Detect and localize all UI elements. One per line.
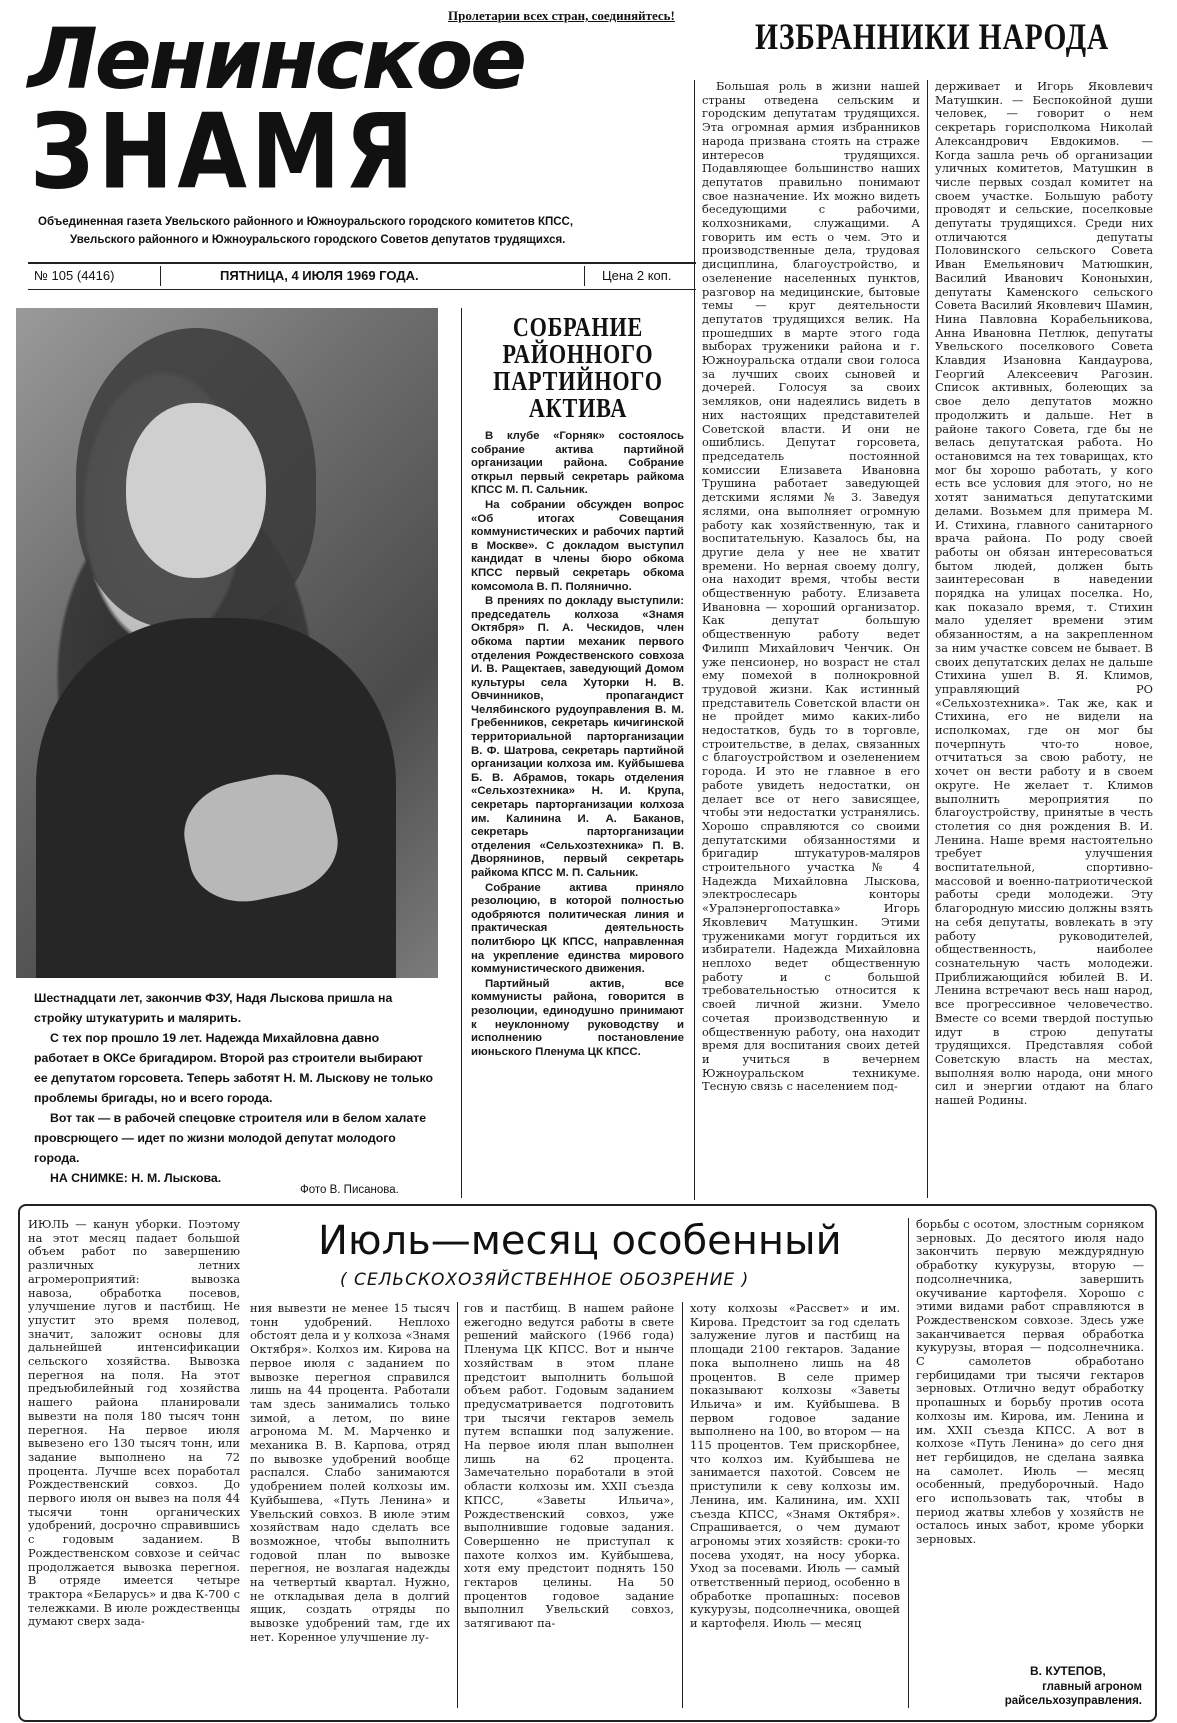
caption-p3: Вот так — в рабочей спецовке строителя или в белом халате провсрющего — идет по жизни молодой депутат молодого города. [34, 1111, 427, 1165]
masthead-rule-bottom [28, 289, 696, 290]
aktiv-headline: СОБРАНИЕ РАЙОННОГО ПАРТИЙНОГО АКТИВА [493, 312, 663, 423]
july-rule-1 [457, 1302, 458, 1708]
photo-face [126, 403, 266, 578]
issue-number: № 105 (4416) [34, 268, 115, 283]
aktiv-p5: Партийный актив, все коммунисты района, говорится в резолюции, единодушно принимают к неуклонному руководству и исполнению постановление июньского Пленума ЦК КПСС. [471, 977, 684, 1058]
photo-credit: Фото В. Писанова. [300, 1184, 399, 1196]
aktiv-p1: В клубе «Горняк» состоялось собрание актива партийной организации района. Собрание открыл первый секретарь райкома КПСС М. П. Сальник. [471, 430, 684, 497]
caption-p4: НА СНИМКЕ: Н. М. Лыскова. [50, 1171, 222, 1185]
july-col2: ния вывезти не менее 15 тысяч тонн удобрений. Неплохо обстоят дела и у колхоза «Знамя Октября». Колхоз им. Кирова на первое июля с заданием по вывозке перегноя справился лишь на 44 процента. Работали там здесь занимались только зимой, а летом, по вине агронома М. М. Марченко и механика В. В. Карпова, отряд по вывозке удобрений вообще распался. Слабо занимаются удобрением полей колхозы им. Куйбышева, «Путь Ленина» и Увельский совхоз. В июле этим хозяйствам надо сделать все возможное, чтобы выполнить годовой план по вывозке перегноя, не возлагая надежды на четвертый квартал. Нужно, не откладывая дела в долгий ящик, создать отряды по вывозке удобрений там, где их нет. Коренное улучшение лу- [250, 1302, 450, 1644]
caption-p2: С тех пор прошло 19 лет. Надежда Михайловна давно работает в ОКСе бригадиром. Второй раз строители выбирают ее депутатом горсовета. Теперь заботят Н. М. Лыскову не только проблемы бригады, но и всего города. [34, 1031, 433, 1105]
column-rule-aktiv-right [694, 80, 695, 1200]
publisher-line2: Увельского районного и Южноуральского городского Советов депутатов трудящихся. [70, 234, 566, 246]
izbranniki-headline: ИЗБРАННИКИ НАРОДА [755, 17, 1110, 58]
issue-divider-1 [160, 266, 161, 286]
column-rule-aktiv-left [461, 308, 462, 1198]
column-rule-izbranniki [927, 80, 928, 1198]
masthead-rule-top [28, 262, 696, 264]
july-col5: борьбы с осотом, злостным сорняком зерновых. До десятого июля надо закончить первую междурядную обработку кукурузы, вторую — подсолнечника, завершить окучивание картофеля. Хорошо с этими видами работ справляются в Рождественском совхозе. Здесь уже заканчивается первая обработка кукурузы, вторая — подсолнечника. С самолетов обработано гербицидами три тысячи гектаров зерновых. Отлично ведут обработку пропашных и борьбу против осота колхозы им. Кирова, им. Ленина и им. XXII съезда КПСС. А вот в колхозе «Путь Ленина» до сего дня нет гербицидов, не сделана заявка на самолет. Июль — месяц особенный, предуборочный. Надо его использовать так, чтобы в период жатвы хлебов у хозяйств не осталось иных забот, кроме уборки зерновых. [916, 1218, 1144, 1547]
portrait-photo [16, 308, 438, 978]
photo-caption [34, 988, 434, 1188]
issue-divider-2 [584, 266, 585, 286]
izbranniki-col2: держивает и Игорь Яковлевич Матушкин. — Беспокойной души человек, — говорит о нем секретарь горисполкома Николай Александрович Евдокимов. — Когда зашла речь об организации уличных комитетов, Матушкин в числе первых создал комитет на своем участке. Большую работу проводят и сельские, поселковые депутаты трудящихся. Среди них отличаются депутаты Половинского сельского Совета Иван Емельянович Матюшкин, Василий Иванович Кононыхин, депутаты Каменского сельского Совета Василий Яковлевич Шамин, Нина Павловна Корабельникова, Анна Ивановна Петлюк, депутаты Увельского поселкового Совета Клавдия Изановна Кандаурова, Георгий Алексеевич Рагозин. Список активных, болеющих за свое дело депутатов можно продолжить и дальше. Нет в районе такого Совета, где бы не велась депутатская работа. Но остановимся на тех товарищах, кто мог бы хорошо работать, у кого есть все условия для этого, но не хотят заниматься депутатскими делами. Возьмем для примера М. И. Стихина, главного санитарного врача района. По роду своей работы он обязан интересоваться бытом людей, должен быть заинтересован в наведении порядка на улицах поселка. Но, как показало время, т. Стихин мало уделяет времени этим обязанностям, а на закрепленном за ним участке совсем не бывает. В своих депутатских делах не дальше Стихина ушел В. Я. Климов, управляющий РО «Сельхозтехника». Так же, как и Стихина, его не видели на исполкомах, где он мог бы почерпнуть что-то новое, отчитаться за свою работу, не хочет он вести работу и в своем округе. Не желает т. Климов выполнить мероприятия по благоустройству, принятые в честь столетия со дня рождения В. И. Ленина. Наше время настоятельно требует улучшения воспитательной, спортивно-массовой и военно-патриотической работы среди молодежи. Эту благородную миссию должны взять на себя депутаты, вовлекать в эту работу руководителей, общественность, наиболее сознательную часть молодежи. Приближающийся юбилей В. И. Ленина встречают весь наш народ, все прогрессивное человечество. Вместе со всеми твердой поступью идут в строю депутаты трудящихся. Представляя собой Советскую власть на местах, выполняя волю народа, они много сил и энергии отдают на благо нашей Родины. [935, 80, 1153, 1108]
izbranniki-col1: Большая роль в жизни нашей страны отведена сельским и городским депутатам трудящихся. Эта огромная армия избранников народа призвана стоять на страже интересов трудящихся. Подавляющее большинство наших депутатов правильно понимают свое назначение. Их можно видеть беседующими с рабочими, колхозниками, служащими. А говорить им есть о чем. Это и производственные дела, трудовая дисциплина, благоустройство, и озеленение населенных пунктов, разговор на медицинские, бытовые темы — круг деятельности депутатов трудящихся велик. На прошедших в марте этого года выборах труженики района и г. Южноуральска отдали свои голоса за лучших своих сыновей и дочерей. Голосуя за своих земляков, они надеялись видеть в них настоящих представителей Советской власти. И они не ошиблись. Депутат горсовета, председатель постоянной комиссии Елизавета Ивановна Трушина работает заведующей детскими яслями № 3. Заведуя яслями, она выполняет огромную работу как хозяйственную, так и воспитательную. Казалось бы, на другие дела у нее не хватит времени. Но верная своему долгу, она находит время, чтобы вести общественную работу. Елизавета Ивановна — хороший организатор. Как депутат большую общественную работу ведет Филипп Михайлович Ченчик. Он уже пенсионер, но возраст не стал ему помехой в полнокровной трудовой жизни. Как истинный представитель Советской власти он не пройдет мимо каких-либо недостатков, будь то в торговле, строительстве, в делах, связанных с благоустройством и озеленением города. И это не главное в его работе увидеть недостатки, он делает все от него зависящее, чтобы эти недостатки устранялись. Хорошо справляются со своими депутатскими обязанностями и бригадир штукатуров-маляров строительного участка № 4 Надежда Михайловна Лыскова, электрослесарь конторы «Уралэнергопоставка» Игорь Яковлевич Матушкин. Этими тружениками могут гордиться их избиратели. Надежда Михайловна неплохо ведет общественную работу и с большой требовательностью относится к своей личной жизни. Умело сочетая производственную и общественную работу, она находит время для воспитания своих детей и учиться в вечернем Южноуральском техникуме. Тесную связь с населением под- [702, 80, 920, 1094]
slogan: Пролетарии всех стран, соединяйтесь! [448, 8, 675, 23]
issue-price: Цена 2 коп. [602, 268, 672, 283]
publisher-line1: Объединенная газета Увельского районного и Южноуральского городского комитетов КПСС, [38, 216, 574, 228]
july-col3: гов и пастбищ. В нашем районе ежегодно ведутся работы в свете решений майского (1966 года) Пленума ЦК КПСС. Вот и нынче хозяйствам в этом плане предстоит выполнить большой объем работ. Годовым заданием предусматривается подготовить три тысячи гектаров земель путем вспашки под залужение. На первое июля план выполнен лишь на 62 процента. Замечательно поработали в этой области колхозы им. XXII съезда КПСС, «Заветы Ильича», Рождественский совхоз, уже выполнившие годовые задания. Совершенно не приступал к пахоте колхоз им. Куйбышева, хотя ему предстоит поднять 150 гектаров целины. На 50 процентов годовое задание выполнил Увельский совхоз, затягивают па- [464, 1302, 674, 1631]
july-author-role: главный агроном райсельхозуправления. [1004, 1681, 1142, 1707]
aktiv-p4: Собрание актива приняло резолюцию, в которой полностью одобряются политическая линия и практическая деятельность политбюро ЦК КПСС, направленная на укрепление единства мирового коммунистического движения. [471, 881, 684, 976]
july-rule-2 [682, 1302, 683, 1708]
aktiv-body [471, 430, 684, 1200]
july-author: В. КУТЕПОВ, [1030, 1664, 1106, 1678]
july-rule-3 [908, 1218, 909, 1708]
july-col4: хоту колхозы «Рассвет» и им. Кирова. Предстоит за год сделать залужение лугов и пастбищ на площади 2100 гектаров. Задание пока выполнено лишь на 48 процентов. В селе пример показывают колхозы «Заветы Ильича» и им. Куйбышева. В первом годовое задание выполнено на 100, во втором — на 115 процентов. Тем прискорбнее, что колхоз им. Куйбышева не занимается пахотой. Совсем не приступили к севу колхозы им. Ленина, им. Калинина, им. XXII съезда КПСС, «Знамя Октября». Спрашивается, о чем думают агрономы этих хозяйств: сроки-то посева уходят, на носу уборка. Уход за посевами. Июль — самый ответственный период, особенно в обработке пропашных: посевов кукурузы, подсолнечника, овощей и картофеля. Июль — месяц [690, 1302, 900, 1631]
july-headline: Июль—месяц особенный [318, 1218, 842, 1264]
issue-date: ПЯТНИЦА, 4 ИЮЛЯ 1969 ГОДА. [220, 268, 419, 283]
caption-p1: Шестнадцати лет, закончив ФЗУ, Надя Лыскова пришла на стройку штукатурить и малярить. [34, 991, 393, 1025]
july-subheadline: ( СЕЛЬСКОХОЗЯЙСТВЕННОЕ ОБОЗРЕНИЕ ) [340, 1270, 750, 1290]
aktiv-p2: На собрании обсужден вопрос «Об итогах Совещания коммунистических и рабочих партий в Москве». С докладом выступил кандидат в члены бюро обкома КПСС первый секретарь обкома комсомола В. П. Полянично. [471, 498, 684, 593]
aktiv-p3: В прениях по докладу выступили: председатель колхоза «Знамя Октября» П. А. Ческидов, член обкома партии механик первого отделения Рождественского совхоза И. В. Ращектаев, заведующий Домом культуры села Хуторки Н. В. Овчинников, пропагандист Челябинского рудоуправления В. М. Гребенников, секретарь кичигинской территориальной парторганизации В. Ф. Шатрова, секретарь партийной организации колхоза им. Куйбышева Б. В. Абрамов, токарь отделения «Сельхозтехника» Н. И. Крупа, секретарь парторганизации колхоза им. Калинина И. А. Баканов, секретарь парторганизации отделения «Сельхозтехника» П. В. Дворянинов, первый секретарь райкома КПСС М. П. Сальник. [471, 595, 684, 879]
masthead-title-line2: ЗНАМЯ [30, 91, 418, 213]
masthead-title-line1: Ленинское [28, 10, 525, 108]
july-col1: ИЮЛЬ — канун уборки. Поэтому на этот месяц падает большой объем работ по завершению различных летних агромероприятий: вывозка навоза, обработка посевов, улучшение лугов и пастбищ. Не упустит это время полевод, значит, заложит основы для дальнейшей интенсификации сельского хозяйства. Вывозка перегноя на поля. На этот предъюбилейный год хозяйства нашего района планировали вывезти на поля 180 тысяч тонн перегноя. На первое июля вывезено его 130 тысяч тонн, или задание выполнено на 72 процента. Лучше всех поработал Рождественский совхоз. До первого июля он вывез на поля 44 тысячи тонн органических удобрений, досрочно справившись с годовым заданием. В Рождественском совхозе и сейчас продолжается вывозка перегноя. В отряде имеется четыре трактора «Беларусь» и два К-700 с тележками. В июле рождественцы думают сверх зада- [28, 1218, 240, 1629]
